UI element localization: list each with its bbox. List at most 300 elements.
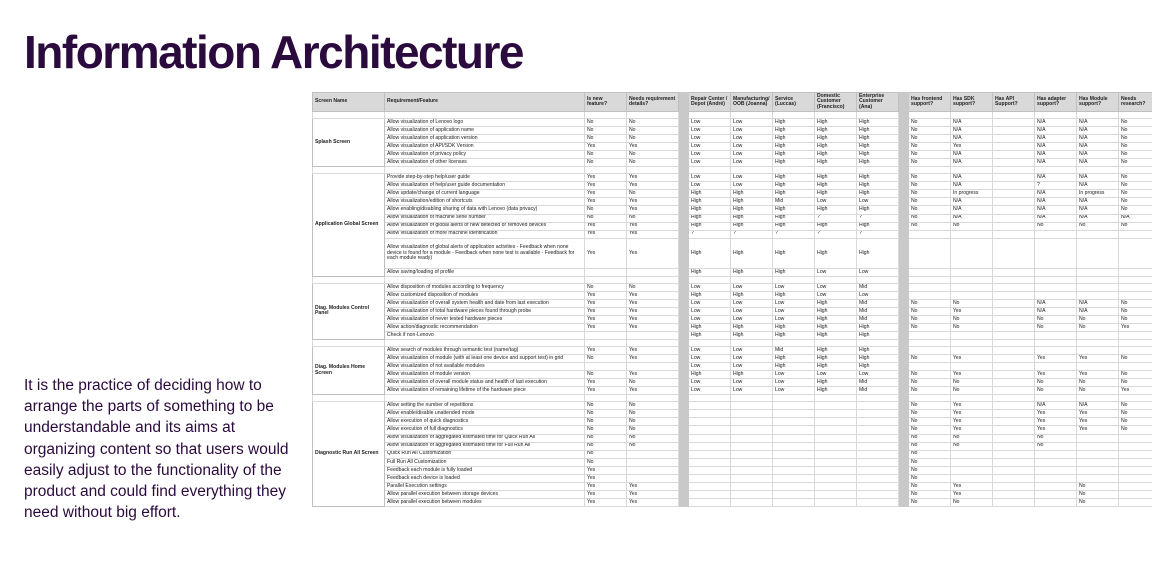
value-cell <box>1119 347 1153 355</box>
value-cell: Mid <box>773 347 815 355</box>
empty-cell <box>857 395 899 402</box>
column-gap <box>679 276 689 283</box>
value-cell: Low <box>731 299 773 307</box>
value-cell: High <box>857 323 899 331</box>
empty-cell <box>993 112 1035 119</box>
value-cell: No <box>585 119 627 127</box>
value-cell: No <box>909 151 951 159</box>
requirement-cell: Check if non-Lenovo <box>385 331 585 339</box>
value-cell: High <box>815 127 857 135</box>
value-cell: High <box>689 268 731 276</box>
value-cell: Yes <box>1077 410 1119 418</box>
value-cell: High <box>815 387 857 395</box>
value-cell <box>627 331 679 339</box>
column-gap <box>679 371 689 379</box>
value-cell: Yes <box>951 426 993 434</box>
value-cell: Yes <box>585 474 627 482</box>
value-cell: No <box>909 442 951 450</box>
value-cell <box>1035 466 1077 474</box>
value-cell: N/A <box>951 182 993 190</box>
empty-cell <box>993 340 1035 347</box>
value-cell <box>1119 331 1153 339</box>
empty-cell <box>627 395 679 402</box>
value-cell: Yes <box>1035 410 1077 418</box>
requirement-cell: Allow enabling/disabling sharing of data with Lenovo (data privacy) <box>385 206 585 214</box>
value-cell <box>993 222 1035 230</box>
empty-cell <box>585 395 627 402</box>
value-cell: High <box>773 135 815 143</box>
value-cell: Yes <box>585 498 627 506</box>
column-gap <box>899 347 909 355</box>
value-cell: High <box>815 355 857 363</box>
empty-cell <box>1035 340 1077 347</box>
value-cell: Low <box>689 283 731 291</box>
value-cell: High <box>857 222 899 230</box>
requirement-cell: Allow visualization of global alerts of new detected or removed devices <box>385 222 585 230</box>
value-cell <box>815 450 857 458</box>
value-cell: No <box>909 323 951 331</box>
value-cell <box>993 450 1035 458</box>
value-cell: No <box>1119 299 1153 307</box>
value-cell: Low <box>815 283 857 291</box>
value-cell: High <box>857 151 899 159</box>
requirement-cell: Allow visualization/edition of shortcuts <box>385 198 585 206</box>
value-cell: No <box>951 315 993 323</box>
empty-cell <box>627 112 679 119</box>
value-cell <box>993 474 1035 482</box>
value-cell: High <box>731 291 773 299</box>
value-cell: No <box>1119 379 1153 387</box>
value-cell <box>731 402 773 410</box>
value-cell: Yes <box>585 190 627 198</box>
empty-cell <box>1077 276 1119 283</box>
column-gap <box>899 434 909 442</box>
requirement-cell: Allow update/change of current language <box>385 190 585 198</box>
column-gap <box>679 410 689 418</box>
value-cell <box>857 402 899 410</box>
column-gap <box>899 474 909 482</box>
value-cell <box>1077 458 1119 466</box>
value-cell: Yes <box>585 307 627 315</box>
value-cell: ? <box>689 230 731 238</box>
value-cell <box>773 434 815 442</box>
value-cell <box>773 418 815 426</box>
value-cell: No <box>909 466 951 474</box>
value-cell <box>993 206 1035 214</box>
value-cell: High <box>773 174 815 182</box>
value-cell: Yes <box>627 206 679 214</box>
value-cell: Low <box>689 307 731 315</box>
value-cell <box>993 347 1035 355</box>
value-cell: No <box>909 222 951 230</box>
value-cell <box>1119 363 1153 371</box>
column-gap <box>899 402 909 410</box>
empty-cell <box>993 167 1035 174</box>
column-gap <box>899 482 909 490</box>
value-cell: No <box>1119 174 1153 182</box>
value-cell <box>1077 363 1119 371</box>
column-gap <box>679 442 689 450</box>
value-cell <box>1035 490 1077 498</box>
requirement-cell: Allow customized disposition of modules <box>385 291 585 299</box>
value-cell: High <box>815 307 857 315</box>
value-cell: Low <box>815 198 857 206</box>
table-row <box>313 206 1153 214</box>
value-cell: No <box>909 174 951 182</box>
column-gap <box>899 426 909 434</box>
value-cell: No <box>627 151 679 159</box>
value-cell <box>993 230 1035 238</box>
value-cell <box>993 442 1035 450</box>
value-cell <box>993 323 1035 331</box>
column-gap <box>679 498 689 506</box>
value-cell <box>1119 291 1153 299</box>
requirement-cell: Allow visualization of overall module status and health of last execution <box>385 379 585 387</box>
value-cell: Yes <box>627 490 679 498</box>
value-cell: No <box>627 214 679 222</box>
empty-cell <box>1119 167 1153 174</box>
value-cell <box>993 315 1035 323</box>
column-gap <box>899 466 909 474</box>
value-cell: ? <box>1035 182 1077 190</box>
value-cell: Low <box>689 135 731 143</box>
value-cell: No <box>909 307 951 315</box>
value-cell: High <box>731 214 773 222</box>
requirement-cell: Allow disposition of modules according to frequency <box>385 283 585 291</box>
value-cell <box>951 474 993 482</box>
empty-cell <box>731 395 773 402</box>
table-row <box>313 222 1153 230</box>
value-cell: High <box>689 371 731 379</box>
value-cell: No <box>585 206 627 214</box>
value-cell: High <box>773 291 815 299</box>
value-cell: Yes <box>585 490 627 498</box>
value-cell <box>1035 363 1077 371</box>
spacer-row <box>313 276 1153 283</box>
value-cell: Mid <box>857 315 899 323</box>
value-cell: N/A <box>1077 143 1119 151</box>
value-cell: High <box>857 182 899 190</box>
empty-cell <box>689 276 731 283</box>
value-cell <box>1035 268 1077 276</box>
value-cell: Yes <box>1077 355 1119 363</box>
value-cell <box>627 474 679 482</box>
column-gap <box>679 127 689 135</box>
value-cell: No <box>585 159 627 167</box>
value-cell: Low <box>731 363 773 371</box>
value-cell: No <box>1035 442 1077 450</box>
value-cell: No <box>1119 315 1153 323</box>
column-gap <box>899 214 909 222</box>
value-cell <box>909 230 951 238</box>
value-cell: No <box>1119 222 1153 230</box>
value-cell: High <box>773 182 815 190</box>
value-cell <box>627 450 679 458</box>
value-cell <box>773 490 815 498</box>
value-cell: High <box>689 323 731 331</box>
column-gap <box>679 331 689 339</box>
empty-cell <box>689 167 731 174</box>
value-cell: High <box>689 331 731 339</box>
value-cell: Low <box>773 299 815 307</box>
column-gap <box>899 230 909 238</box>
value-cell: High <box>857 174 899 182</box>
table-row <box>313 182 1153 190</box>
value-cell: No <box>1077 498 1119 506</box>
table-row <box>313 127 1153 135</box>
table-row <box>313 490 1153 498</box>
column-gap <box>679 159 689 167</box>
value-cell <box>951 230 993 238</box>
requirement-cell: Full Run All Customization <box>385 458 585 466</box>
value-cell: No <box>909 206 951 214</box>
value-cell: Mid <box>857 299 899 307</box>
value-cell: Low <box>731 355 773 363</box>
empty-cell <box>815 276 857 283</box>
empty-cell <box>773 112 815 119</box>
requirement-cell: Allow visualization of not available modules <box>385 363 585 371</box>
column-gap <box>679 230 689 238</box>
value-cell <box>951 466 993 474</box>
value-cell <box>1119 450 1153 458</box>
value-cell: No <box>1119 159 1153 167</box>
value-cell: No <box>1077 490 1119 498</box>
value-cell <box>857 458 899 466</box>
column-gap <box>679 198 689 206</box>
empty-cell <box>815 112 857 119</box>
value-cell: High <box>815 182 857 190</box>
value-cell: Low <box>689 159 731 167</box>
requirements-table <box>312 92 1152 507</box>
value-cell <box>993 379 1035 387</box>
value-cell: Mid <box>857 379 899 387</box>
column-gap <box>679 190 689 198</box>
value-cell <box>815 474 857 482</box>
column-gap <box>899 182 909 190</box>
value-cell: Low <box>689 127 731 135</box>
value-cell: Yes <box>627 143 679 151</box>
column-gap <box>899 387 909 395</box>
value-cell <box>1119 434 1153 442</box>
value-cell: Yes <box>585 222 627 230</box>
value-cell: Yes <box>951 482 993 490</box>
value-cell <box>731 418 773 426</box>
value-cell: ? <box>815 230 857 238</box>
column-gap <box>899 93 909 112</box>
screen-name-cell: Diag. Modules Control Panel <box>313 283 385 339</box>
value-cell <box>1119 482 1153 490</box>
value-cell: N/A <box>1035 190 1077 198</box>
value-cell <box>993 402 1035 410</box>
value-cell <box>1035 291 1077 299</box>
column-gap <box>679 151 689 159</box>
value-cell <box>1119 474 1153 482</box>
column-gap <box>679 307 689 315</box>
value-cell <box>993 490 1035 498</box>
value-cell <box>731 490 773 498</box>
value-cell <box>993 283 1035 291</box>
value-cell <box>689 402 731 410</box>
value-cell <box>993 458 1035 466</box>
empty-cell <box>951 167 993 174</box>
value-cell <box>909 347 951 355</box>
value-cell: Low <box>689 315 731 323</box>
value-cell: High <box>689 198 731 206</box>
empty-cell <box>627 276 679 283</box>
value-cell: Yes <box>1077 371 1119 379</box>
column-gap <box>679 466 689 474</box>
value-cell: Yes <box>627 347 679 355</box>
empty-cell <box>1035 167 1077 174</box>
requirement-cell: Allow parallel execution between storage devices <box>385 490 585 498</box>
value-cell: High <box>857 159 899 167</box>
value-cell: N/A <box>1035 119 1077 127</box>
value-cell <box>731 482 773 490</box>
value-cell <box>815 418 857 426</box>
value-cell <box>857 442 899 450</box>
value-cell: Yes <box>585 299 627 307</box>
empty-cell <box>385 276 585 283</box>
value-cell <box>909 291 951 299</box>
value-cell: Yes <box>585 387 627 395</box>
value-cell: Low <box>731 182 773 190</box>
column-gap <box>679 482 689 490</box>
column-gap <box>679 363 689 371</box>
value-cell: Low <box>731 143 773 151</box>
value-cell: No <box>627 418 679 426</box>
value-cell: Yes <box>951 418 993 426</box>
value-cell: Low <box>731 283 773 291</box>
empty-cell <box>815 395 857 402</box>
value-cell: No <box>585 442 627 450</box>
column-gap <box>679 418 689 426</box>
column-gap <box>679 450 689 458</box>
empty-cell <box>313 167 385 174</box>
table-row <box>313 143 1153 151</box>
column-gap <box>679 174 689 182</box>
value-cell <box>731 466 773 474</box>
value-cell: No <box>951 498 993 506</box>
value-cell: No <box>1119 135 1153 143</box>
requirement-cell: Feedback each module is fully loaded <box>385 466 585 474</box>
value-cell: High <box>815 347 857 355</box>
value-cell: No <box>1119 426 1153 434</box>
value-cell: No <box>627 135 679 143</box>
column-gap <box>899 307 909 315</box>
value-cell: N/A <box>1077 198 1119 206</box>
value-cell: High <box>815 143 857 151</box>
value-cell: Yes <box>585 379 627 387</box>
value-cell: Yes <box>585 466 627 474</box>
table-row <box>313 355 1153 363</box>
value-cell <box>815 402 857 410</box>
value-cell: High <box>689 222 731 230</box>
value-cell: High <box>815 135 857 143</box>
description-text: It is the practice of deciding how to arrange the parts of something to be understandable and its aims at organizing content so that users would easily adjust to the functionality of the product and could find everything they need without big effort. <box>24 377 289 522</box>
value-cell: Yes <box>627 182 679 190</box>
empty-cell <box>951 340 993 347</box>
value-cell <box>993 307 1035 315</box>
value-cell <box>993 466 1035 474</box>
column-gap <box>679 214 689 222</box>
column-gap <box>899 340 909 347</box>
value-cell: N/A <box>951 174 993 182</box>
value-cell: N/A <box>1119 214 1153 222</box>
value-cell: High <box>857 355 899 363</box>
value-cell <box>731 426 773 434</box>
column-gap <box>679 347 689 355</box>
table-row <box>313 291 1153 299</box>
value-cell: Yes <box>1035 418 1077 426</box>
requirement-cell: Allow visualization of machine serie number <box>385 214 585 222</box>
value-cell: Yes <box>1119 323 1153 331</box>
value-cell <box>993 268 1035 276</box>
value-cell <box>1035 347 1077 355</box>
value-cell: No <box>909 450 951 458</box>
column-gap <box>899 355 909 363</box>
value-cell: No <box>1077 315 1119 323</box>
value-cell <box>909 331 951 339</box>
value-cell: High <box>815 331 857 339</box>
requirement-cell: Allow visualization of API/SDK Version <box>385 143 585 151</box>
value-cell <box>1119 238 1153 268</box>
empty-cell <box>385 112 585 119</box>
value-cell: Yes <box>1119 387 1153 395</box>
value-cell: Yes <box>627 198 679 206</box>
value-cell <box>1077 466 1119 474</box>
value-cell <box>815 490 857 498</box>
column-gap <box>899 135 909 143</box>
value-cell <box>1119 498 1153 506</box>
column-gap <box>679 143 689 151</box>
value-cell <box>627 466 679 474</box>
requirement-cell: Allow visualization of aggregated estimated time for Full Run All <box>385 442 585 450</box>
column-header: Has Module support? <box>1077 93 1119 112</box>
value-cell: N/A <box>951 206 993 214</box>
empty-cell <box>815 340 857 347</box>
value-cell: No <box>951 323 993 331</box>
value-cell: No <box>1119 127 1153 135</box>
column-gap <box>899 151 909 159</box>
value-cell: High <box>731 371 773 379</box>
column-gap <box>679 323 689 331</box>
table-row <box>313 466 1153 474</box>
value-cell: No <box>585 458 627 466</box>
value-cell <box>993 482 1035 490</box>
value-cell: No <box>627 379 679 387</box>
value-cell: High <box>815 323 857 331</box>
value-cell: Yes <box>627 174 679 182</box>
value-cell: Yes <box>1077 418 1119 426</box>
value-cell: Low <box>773 315 815 323</box>
value-cell: Low <box>731 119 773 127</box>
empty-cell <box>731 112 773 119</box>
table-row <box>313 151 1153 159</box>
value-cell: Mid <box>857 387 899 395</box>
value-cell <box>1077 230 1119 238</box>
value-cell <box>951 283 993 291</box>
value-cell: High <box>773 222 815 230</box>
empty-cell <box>585 276 627 283</box>
value-cell: No <box>909 418 951 426</box>
value-cell <box>993 190 1035 198</box>
value-cell: Low <box>815 371 857 379</box>
column-header: Enterprise Customer (Ana) <box>857 93 899 112</box>
value-cell: High <box>773 268 815 276</box>
column-gap <box>899 410 909 418</box>
value-cell: High <box>857 190 899 198</box>
column-gap <box>899 127 909 135</box>
